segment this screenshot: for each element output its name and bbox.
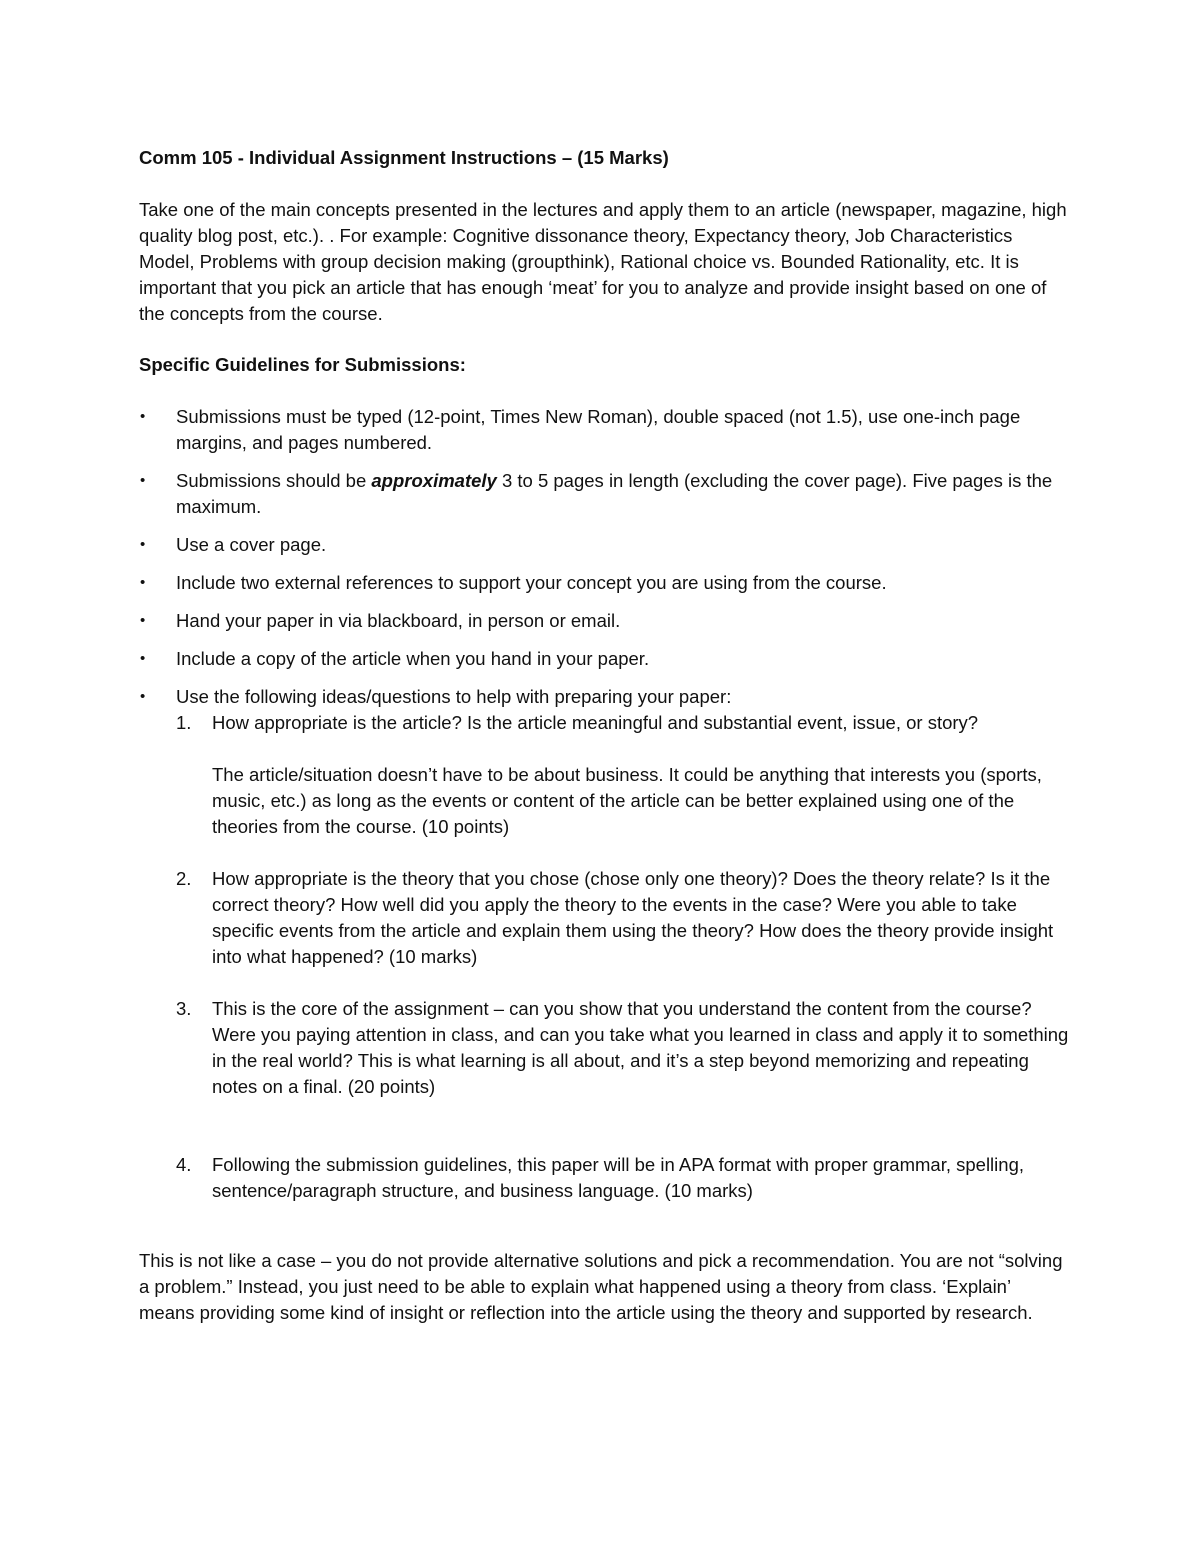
bullet-text: Include a copy of the article when you hand in your paper. (176, 648, 650, 669)
bullet-icon: • (140, 574, 146, 591)
list-item (139, 684, 1069, 1204)
question-followup: The article/situation doesn’t have to be about business. It could be anything that interests you (sports, music, etc.) as long as the events or content of the article can be better explained using one of the theories from the course. (10 points) (212, 764, 1042, 837)
question-text: This is the core of the assignment – can you show that you understand the content from the course? Were you paying attention in class, and can you take what you learned in class and apply it to something in the real world? This is what learning is all about, and it’s a step beyond memorizing and repeating notes on a final. (20 points) (212, 998, 1069, 1097)
list-item (139, 404, 1069, 456)
bullet-icon: • (140, 472, 146, 489)
bullet-text: Submissions must be typed (12-point, Times New Roman), double spaced (not 1.5), use one-inch page margins, and pages numbered. (176, 406, 1021, 453)
bullet-icon: • (140, 688, 146, 705)
list-item (139, 608, 1069, 634)
closing-paragraph: This is not like a case – you do not provide alternative solutions and pick a recommendation. You are not “solving a problem.” Instead, you just need to be able to explain what happened using a theory from class. ‘Explain’ means providing some kind of insight or reflection into the article using the theory and supported by research. (139, 1250, 1063, 1323)
bullet-icon: • (140, 408, 146, 425)
questions-list (176, 710, 1069, 1204)
question-number: 2. (176, 868, 192, 889)
guidelines-list (139, 404, 1069, 1204)
question-item (176, 1152, 1069, 1204)
bullet-text: Use the following ideas/questions to help with preparing your paper: (176, 686, 732, 707)
list-item (139, 570, 1069, 596)
question-item (176, 710, 1069, 840)
bullet-text: Use a cover page. (176, 534, 327, 555)
question-number: 4. (176, 1154, 192, 1175)
bullet-text: Include two external references to support your concept you are using from the course. (176, 572, 887, 593)
bullet-icon: • (140, 650, 146, 667)
list-item (139, 532, 1069, 558)
emphasis-text: approximately (371, 470, 497, 491)
guidelines-heading: Specific Guidelines for Submissions: (139, 354, 466, 375)
question-text: Following the submission guidelines, this paper will be in APA format with proper grammar, spelling, sentence/paragraph structure, and business language. (10 marks) (212, 1154, 1024, 1201)
question-item (176, 996, 1069, 1100)
question-text: How appropriate is the article? Is the article meaningful and substantial event, issue, or story? (212, 712, 979, 733)
bullet-icon: • (140, 612, 146, 629)
bullet-text: Hand your paper in via blackboard, in person or email. (176, 610, 621, 631)
intro-paragraph: Take one of the main concepts presented in the lectures and apply them to an article (newspaper, magazine, high quality blog post, etc.). . For example: Cognitive dissonance theory, Expectancy theory, Job Characteristics Model, Problems with group decision making (groupthink), Rational choice vs. Bounded Rationality, etc. It is important that you pick an article that has enough ‘meat’ for you to analyze and provide insight based on one of the concepts from the course. (139, 199, 1067, 324)
document-title: Comm 105 - Individual Assignment Instructions – (15 Marks) (139, 147, 669, 168)
question-number: 3. (176, 998, 192, 1019)
question-text: How appropriate is the theory that you chose (chose only one theory)? Does the theory relate? Is it the correct theory? How well did you apply the theory to the events in the case? Were you able to take specific events from the article and explain them using the theory? How does the theory provide insight into what happened? (10 marks) (212, 868, 1054, 967)
question-number: 1. (176, 712, 192, 733)
document-page (139, 145, 1069, 1326)
list-item (139, 468, 1069, 520)
question-item (176, 866, 1069, 970)
bullet-text: Submissions should be approximately 3 to 5 pages in length (excluding the cover page). Five pages is the maximum. (176, 470, 1053, 517)
list-item (139, 646, 1069, 672)
bullet-icon: • (140, 536, 146, 553)
